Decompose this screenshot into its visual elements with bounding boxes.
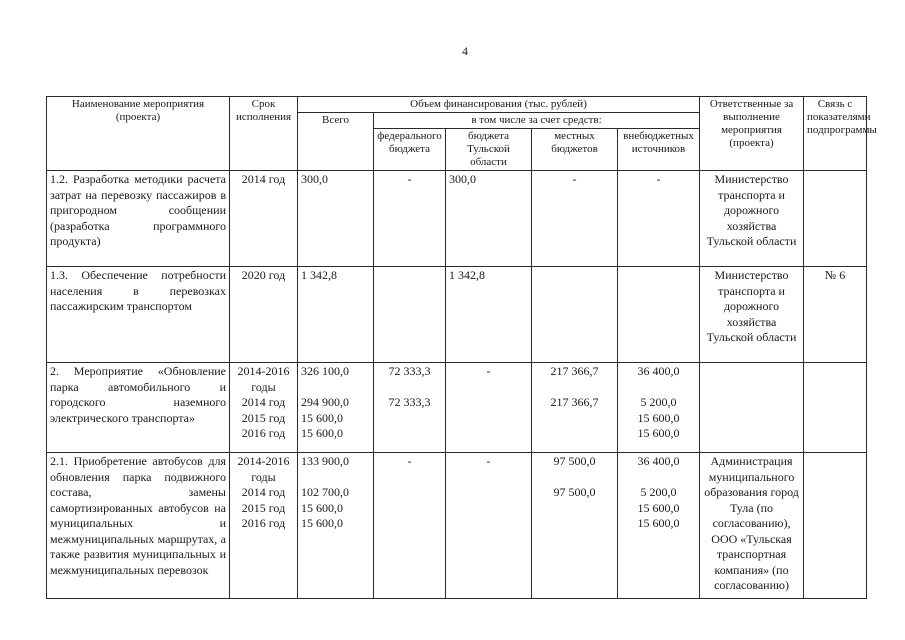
- row-responsible: Администрация муниципального образования город Тула (по согласованию), ООО «Тульская транспортная компания» (по согласованию): [700, 453, 804, 599]
- row-local: [532, 267, 618, 363]
- row-regional: -: [446, 363, 532, 453]
- row-name: 1.3. Обеспечение потребности населения в перевозках пассажирским транспортом: [47, 267, 230, 363]
- row-federal: [374, 267, 446, 363]
- header-regional: бюджета Тульской области: [446, 129, 532, 171]
- row-link: [804, 363, 867, 453]
- row-responsible: Министерство транспорта и дорожного хозяйства Тульской области: [700, 267, 804, 363]
- row-regional: -: [446, 453, 532, 599]
- row-extra: [618, 267, 700, 363]
- row-extra: 36 400,0 5 200,0 15 600,0 15 600,0: [618, 453, 700, 599]
- header-responsible: Ответственные за выполнение мероприятия (проекта): [700, 97, 804, 171]
- row-responsible: [700, 363, 804, 453]
- header-total: Всего: [298, 113, 374, 171]
- page-number: 4: [462, 44, 468, 58]
- header-extra: внебюджетных источников: [618, 129, 700, 171]
- table-row: [47, 171, 867, 267]
- row-federal: -: [374, 453, 446, 599]
- row-term: 2014-2016 годы 2014 год 2015 год 2016 год: [230, 363, 298, 453]
- header-link: Связь с показателями подпрограммы: [804, 97, 867, 171]
- row-link: [804, 171, 867, 267]
- row-total: 133 900,0 102 700,0 15 600,0 15 600,0: [298, 453, 374, 599]
- row-name: 2.1. Приобретение автобусов для обновления парка подвижного состава, замены самортизированных автобусов на муниципальных и межмуниципальных маршрутах, а также развития муниципальных и межмуниципальных перевозок: [47, 453, 230, 599]
- table-row: [47, 267, 867, 363]
- row-local: 97 500,0 97 500,0: [532, 453, 618, 599]
- row-local: 217 366,7 217 366,7: [532, 363, 618, 453]
- row-total: 1 342,8: [298, 267, 374, 363]
- row-extra: -: [618, 171, 700, 267]
- row-responsible: Министерство транспорта и дорожного хозяйства Тульской области: [700, 171, 804, 267]
- row-regional: 1 342,8: [446, 267, 532, 363]
- row-term: 2014 год: [230, 171, 298, 267]
- row-term: 2014-2016 годы 2014 год 2015 год 2016 год: [230, 453, 298, 599]
- row-total: 326 100,0 294 900,0 15 600,0 15 600,0: [298, 363, 374, 453]
- row-local: -: [532, 171, 618, 267]
- row-extra: 36 400,0 5 200,0 15 600,0 15 600,0: [618, 363, 700, 453]
- row-term: 2020 год: [230, 267, 298, 363]
- financing-table: [46, 96, 877, 599]
- row-federal: 72 333,3 72 333,3: [374, 363, 446, 453]
- table-row: [47, 363, 867, 453]
- row-link: № 6: [804, 267, 867, 363]
- header-financing: Объем финансирования (тыс. рублей): [298, 97, 700, 113]
- row-link: [804, 453, 867, 599]
- table-row: [47, 453, 867, 599]
- row-regional: 300,0: [446, 171, 532, 267]
- header-row-1: [47, 97, 867, 113]
- header-name: Наименование мероприятия (проекта): [47, 97, 230, 171]
- header-federal: федерального бюджета: [374, 129, 446, 171]
- row-federal: -: [374, 171, 446, 267]
- row-name: 2. Мероприятие «Обновление парка автомобильного и городского наземного электрического транспорта»: [47, 363, 230, 453]
- header-including: в том числе за счет средств:: [374, 113, 700, 129]
- header-local: местных бюджетов: [532, 129, 618, 171]
- row-name: 1.2. Разработка методики расчета затрат на перевозку пассажиров в пригородном сообщении (разработка программного продукта): [47, 171, 230, 267]
- row-total: 300,0: [298, 171, 374, 267]
- header-term: Срок исполнения: [230, 97, 298, 171]
